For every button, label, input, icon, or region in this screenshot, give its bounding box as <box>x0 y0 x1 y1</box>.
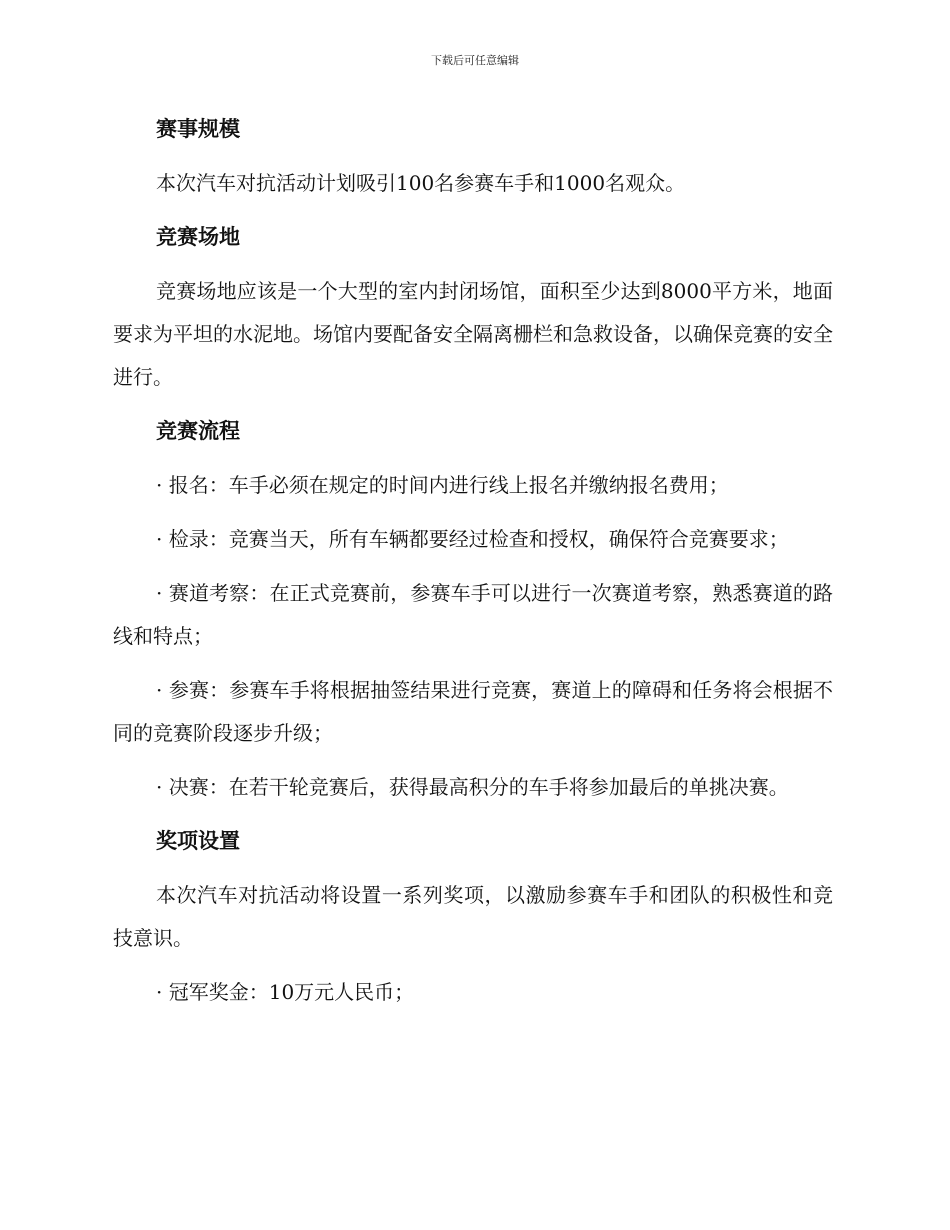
list-item-registration: · 报名：车手必须在规定的时间内进行线上报名并缴纳报名费用； <box>156 473 729 497</box>
section-heading-scale: 赛事规模 <box>156 117 240 141</box>
list-item-inspection: · 检录：竞赛当天，所有车辆都要经过检查和授权，确保符合竞赛要求； <box>156 527 789 551</box>
list-item-track-survey: · 赛道考察：在正式竞赛前，参赛车手可以进行一次赛道考察，熟悉赛道的路线和特点； <box>113 581 833 648</box>
list-item-competition: · 参赛：参赛车手将根据抽签结果进行竞赛，赛道上的障碍和任务将会根据不同的竞赛阶段逐步升级； <box>113 678 833 745</box>
section-heading-venue: 竞赛场地 <box>156 225 240 249</box>
paragraph-awards: 本次汽车对抗活动将设置一系列奖项，以激励参赛车手和团队的积极性和竞技意识。 <box>113 883 833 950</box>
section-heading-awards: 奖项设置 <box>156 829 240 853</box>
list-item-final: · 决赛：在若干轮竞赛后，获得最高积分的车手将参加最后的单挑决赛。 <box>156 775 789 799</box>
list-item-champion-prize: · 冠军奖金：10万元人民币； <box>156 980 415 1004</box>
paragraph-venue: 竞赛场地应该是一个大型的室内封闭场馆，面积至少达到8000平方米，地面要求为平坦的水泥地。场馆内要配备安全隔离栅栏和急救设备，以确保竞赛的安全进行。 <box>113 279 833 389</box>
document-body <box>113 108 833 1014</box>
page-header-note: 下载后可任意编辑 <box>431 54 519 67</box>
section-heading-process: 竞赛流程 <box>156 419 240 443</box>
paragraph-scale: 本次汽车对抗活动计划吸引100名参赛车手和1000名观众。 <box>156 171 686 195</box>
